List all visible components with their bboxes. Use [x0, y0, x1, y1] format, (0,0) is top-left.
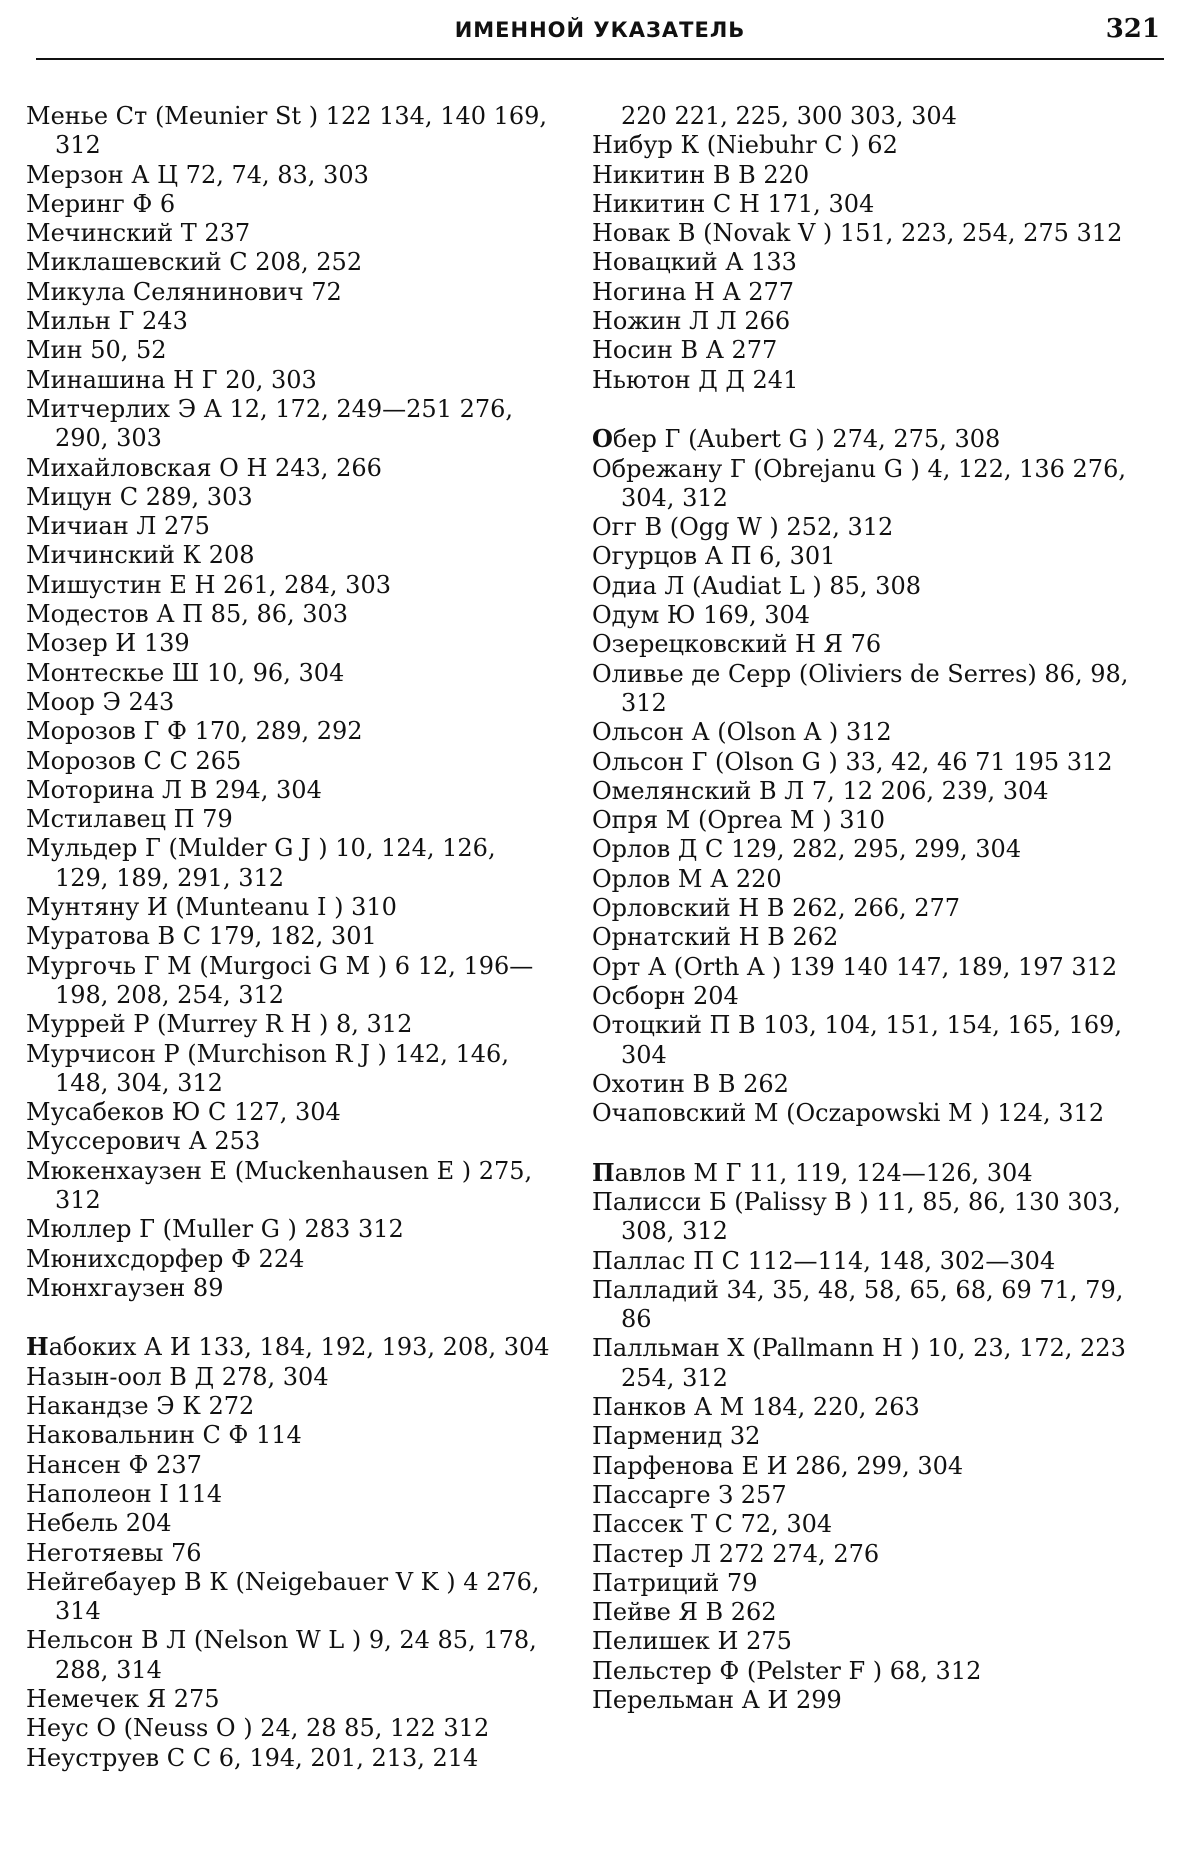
- index-entry: Микула Селянинович 72: [26, 277, 342, 306]
- index-entry: Парфенова Е И 286, 299, 304: [592, 1451, 964, 1480]
- index-entry: Осборн 204: [592, 981, 739, 1010]
- index-entry: Ножин Л Л 266: [592, 307, 791, 336]
- index-entry: Пассарге З 257: [592, 1480, 787, 1509]
- index-entry: Мюнхгаузен 89: [26, 1273, 224, 1302]
- index-entry: Новак В (Novak V ) 151, 223, 254, 275 312: [592, 219, 1123, 248]
- index-entry: Пельстер Ф (Pelster F ) 68, 312: [592, 1656, 982, 1685]
- index-entry: Никитин С Н 171, 304: [592, 189, 875, 218]
- index-entry: Морозов Г Ф 170, 289, 292: [26, 717, 363, 746]
- index-entry: Назын-оол В Д 278, 304: [26, 1362, 329, 1391]
- index-entry: Охотин В В 262: [592, 1069, 789, 1098]
- index-entry: Минашина Н Г 20, 303: [26, 365, 317, 394]
- index-entry: Мюллер Г (Muller G ) 283 312: [26, 1215, 404, 1244]
- index-entry: Носин В А 277: [592, 336, 778, 365]
- index-entry: Орлов Д С 129, 282, 295, 299, 304: [592, 835, 1022, 864]
- index-entry: Мишустин Е Н 261, 284, 303: [26, 570, 391, 599]
- index-entry: Пассек Т С 72, 304: [592, 1510, 833, 1539]
- index-entry: Огг В (Ogg W ) 252, 312: [592, 513, 894, 542]
- index-entry: Миклашевский С 208, 252: [26, 248, 363, 277]
- index-column-right: [592, 102, 1152, 1715]
- index-entry: Мин 50, 52: [26, 336, 167, 365]
- index-entry: Мерзон А Ц 72, 74, 83, 303: [26, 160, 369, 189]
- index-entry: Обер Г (Aubert G ) 274, 275, 308: [592, 424, 1001, 454]
- index-entry: Пастер Л 272 274, 276: [592, 1539, 880, 1568]
- index-entry: Моторина Л В 294, 304: [26, 775, 322, 804]
- page-number: 321: [1105, 14, 1160, 44]
- index-entry: Палльман Х (Pallmann H ) 10, 23, 172, 223 254, 312: [592, 1334, 1126, 1392]
- index-entry: Палисси Б (Palissy B ) 11, 85, 86, 130 303, 308, 312: [592, 1187, 1121, 1246]
- index-entry: Неуструев С С 6, 194, 201, 213, 214: [26, 1743, 479, 1772]
- index-entry: Орт А (Orth A ) 139 140 147, 189, 197 312: [592, 952, 1118, 981]
- index-entry: Палладий 34, 35, 48, 58, 65, 68, 69 71, 79, 86: [592, 1275, 1124, 1334]
- index-entry: Отоцкий П В 103, 104, 151, 154, 165, 169, 304: [592, 1011, 1123, 1069]
- index-entry: Мульдер Г (Mulder G J ) 10, 124, 126, 129, 189, 291, 312: [26, 834, 496, 892]
- index-entry: Небель 204: [26, 1509, 172, 1538]
- index-entry: Орлов М А 220: [592, 864, 782, 893]
- index-entry: Мицун С 289, 303: [26, 482, 253, 511]
- index-entry: Нейгебауер В К (Neigebauer V K ) 4 276, 314: [26, 1567, 540, 1626]
- index-entry: Мильн Г 243: [26, 307, 188, 336]
- index-entry: Наковальнин С Ф 114: [26, 1421, 302, 1450]
- index-entry: Пелишек И 275: [592, 1627, 792, 1656]
- index-entry: Митчерлих Э А 12, 172, 249—251 276, 290, 303: [26, 394, 514, 453]
- index-entry: Мичиан Л 275: [26, 512, 210, 541]
- index-entry: Михайловская О Н 243, 266: [26, 453, 382, 482]
- section-lead-letter: О: [592, 424, 613, 454]
- index-entry: Мурчисон Р (Murchison R J ) 142, 146, 148, 304, 312: [26, 1039, 509, 1097]
- index-entry: Павлов М Г 11, 119, 124—126, 304: [592, 1157, 1033, 1187]
- index-entry: Ольсон Г (Olson G ) 33, 42, 46 71 195 312: [592, 747, 1113, 776]
- index-entry: Муррей Р (Murrey R H ) 8, 312: [26, 1010, 413, 1039]
- index-entry: Меринг Ф 6: [26, 189, 176, 218]
- index-column-left: [26, 102, 556, 1773]
- index-entry: Пейве Я В 262: [592, 1598, 777, 1627]
- index-entry: Муратова В С 179, 182, 301: [26, 922, 377, 951]
- index-entry: Мунтяну И (Munteanu I ) 310: [26, 893, 397, 922]
- index-entry: Орнатский Н В 262: [592, 923, 839, 952]
- section-lead-letter: П: [592, 1157, 615, 1187]
- index-entry: Мусабеков Ю С 127, 304: [26, 1098, 341, 1127]
- running-head: [36, 10, 1164, 60]
- page-title: ИМЕННОЙ УКАЗАТЕЛЬ: [454, 18, 746, 42]
- index-entry: Ногина Н А 277: [592, 277, 795, 306]
- index-entry: Орловский Н В 262, 266, 277: [592, 894, 961, 923]
- index-entry: Озерецковский Н Я 76: [592, 630, 882, 659]
- index-entry-continuation: 220 221, 225, 300 303, 304: [621, 102, 957, 130]
- index-entry: Морозов С С 265: [26, 746, 242, 775]
- index-entry: Паллас П С 112—114, 148, 302—304: [592, 1246, 1056, 1275]
- index-entry: Моор Э 243: [26, 687, 175, 716]
- index-entry: Мечинский Т 237: [26, 219, 251, 248]
- index-entry: Монтескье Ш 10, 96, 304: [26, 658, 345, 687]
- index-entry: Мургочь Г М (Murgoci G M ) 6 12, 196—198, 208, 254, 312: [26, 951, 534, 1009]
- index-entry: Неус О (Neuss O ) 24, 28 85, 122 312: [26, 1714, 490, 1743]
- section-lead-letter: Н: [26, 1332, 49, 1362]
- index-entry: Оливье де Серр (Oliviers de Serres) 86, 98, 312: [592, 659, 1129, 717]
- index-entry: Патриций 79: [592, 1568, 758, 1597]
- index-entry: Никитин В В 220: [592, 160, 810, 189]
- index-entry: Мюкенхаузен Е (Muckenhausen E ) 275, 312: [26, 1156, 533, 1214]
- index-entry: Панков А М 184, 220, 263: [592, 1393, 920, 1422]
- index-entry: Опря М (Oprea M ) 310: [592, 806, 886, 835]
- index-entry: Менье Ст (Meunier St ) 122 134, 140 169, 312: [26, 102, 548, 160]
- index-entry: Омелянский В Л 7, 12 206, 239, 304: [592, 776, 1049, 805]
- index-entry: Одиа Л (Audiat L ) 85, 308: [592, 571, 921, 600]
- index-entry: Парменид 32: [592, 1422, 761, 1451]
- index-entry: Ньютон Д Д 241: [592, 365, 799, 394]
- index-entry: Нибур К (Niebuhr C ) 62: [592, 131, 898, 160]
- index-entry: Немечек Я 275: [26, 1685, 220, 1714]
- index-entry: Одум Ю 169, 304: [592, 601, 811, 630]
- index-entry: Неготяевы 76: [26, 1538, 202, 1567]
- index-entry: Ольсон А (Olson A ) 312: [592, 718, 892, 747]
- index-entry: Набоких А И 133, 184, 192, 193, 208, 304: [26, 1332, 550, 1362]
- index-entry: Муссерович А 253: [26, 1127, 261, 1156]
- index-entry: Мичинский К 208: [26, 541, 255, 570]
- index-entry: Мюнихсдорфер Ф 224: [26, 1244, 305, 1273]
- index-entry: Мозер И 139: [26, 629, 190, 658]
- section-gap: [592, 1128, 1152, 1157]
- index-entry: Перельман А И 299: [592, 1686, 842, 1715]
- index-entry: Нельсон В Л (Nelson W L ) 9, 24 85, 178, 288, 314: [26, 1626, 537, 1684]
- index-entry: Модестов А П 85, 86, 303: [26, 600, 349, 629]
- index-entry: Нансен Ф 237: [26, 1450, 202, 1479]
- section-gap: [592, 395, 1152, 424]
- index-entry: Новацкий А 133: [592, 248, 797, 277]
- index-entry: Наполеон I 114: [26, 1479, 223, 1508]
- index-entry: Обрежану Г (Obrejanu G ) 4, 122, 136 276, 304, 312: [592, 454, 1126, 512]
- index-entry: Мстилавец П 79: [26, 805, 233, 834]
- index-entry: Накандзе Э К 272: [26, 1392, 255, 1421]
- index-entry: Очаповский М (Oczapowski M ) 124, 312: [592, 1099, 1105, 1128]
- index-entry: Огурцов А П 6, 301: [592, 542, 836, 571]
- section-gap: [26, 1303, 556, 1332]
